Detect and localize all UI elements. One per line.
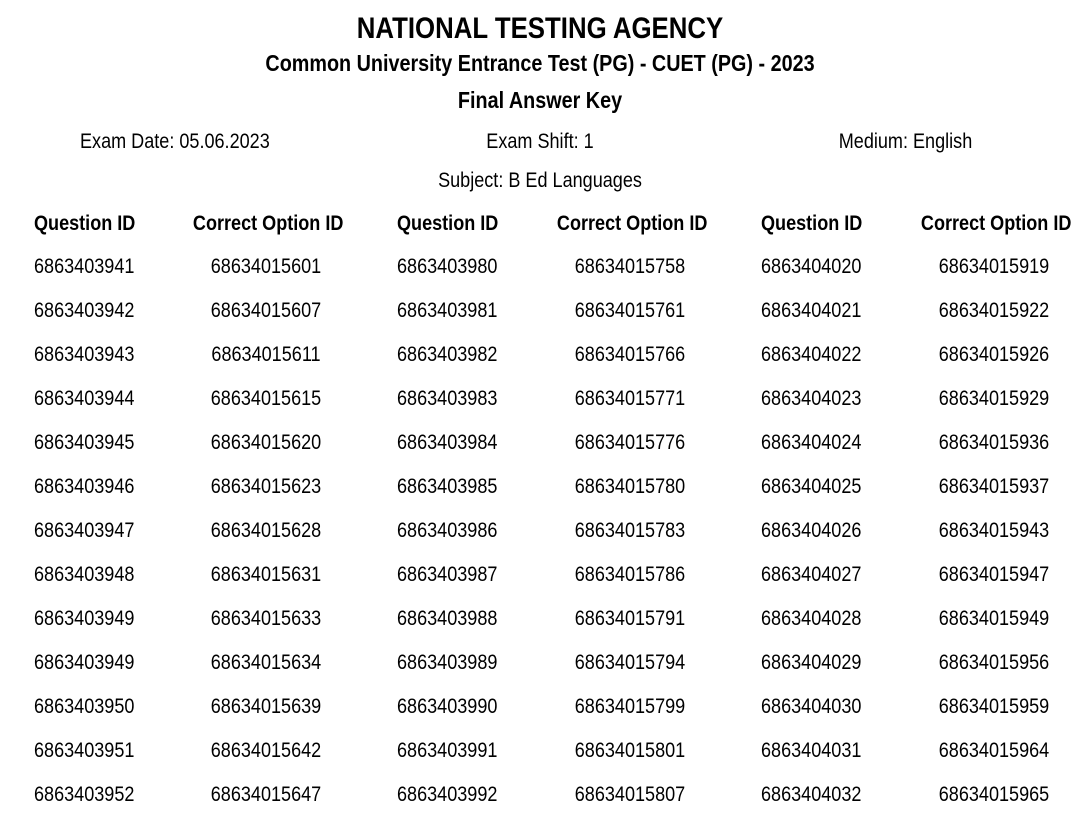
correct-option-id-cell: 68634015601	[210, 255, 322, 278]
question-id-cell: 6863403982	[397, 343, 498, 366]
column-header: Correct Option ID	[192, 212, 344, 235]
correct-option-id-cell: 68634015634	[210, 651, 322, 674]
correct-option-id-cell: 68634015776	[574, 431, 686, 454]
correct-option-id-cell: 68634015956	[938, 651, 1050, 674]
question-id-cell: 6863404024	[761, 431, 862, 454]
question-id-cell: 6863403950	[34, 695, 135, 718]
correct-option-id-cell: 68634015959	[938, 695, 1050, 718]
correct-option-id-cell: 68634015943	[938, 519, 1050, 542]
exam-shift: Exam Shift: 1	[486, 130, 594, 153]
correct-option-id-cell: 68634015794	[574, 651, 686, 674]
question-id-cell: 6863403984	[397, 431, 498, 454]
correct-option-id-cell: 68634015761	[574, 299, 686, 322]
question-id-cell: 6863403942	[34, 299, 135, 322]
question-id-cell: 6863403945	[34, 431, 135, 454]
correct-option-id-cell: 68634015758	[574, 255, 686, 278]
question-id-cell: 6863403990	[397, 695, 498, 718]
question-id-cell: 6863403987	[397, 563, 498, 586]
question-id-cell: 6863404030	[761, 695, 862, 718]
question-id-cell: 6863403983	[397, 387, 498, 410]
correct-option-id-cell: 68634015947	[938, 563, 1050, 586]
correct-option-id-column-1	[181, 207, 351, 823]
correct-option-id-cell: 68634015791	[574, 607, 686, 630]
question-id-cell: 6863404029	[761, 651, 862, 674]
correct-option-id-cell: 68634015631	[210, 563, 322, 586]
question-id-cell: 6863403944	[34, 387, 135, 410]
correct-option-id-cell: 68634015964	[938, 739, 1050, 762]
question-id-cell: 6863403949	[34, 607, 135, 630]
question-id-cell: 6863404023	[761, 387, 862, 410]
question-id-cell: 6863404028	[761, 607, 862, 630]
correct-option-id-cell: 68634015771	[574, 387, 686, 410]
question-id-cell: 6863403980	[397, 255, 498, 278]
column-header: Question ID	[397, 212, 499, 235]
question-id-cell: 6863403985	[397, 475, 498, 498]
question-id-cell: 6863404032	[761, 783, 862, 806]
correct-option-id-cell: 68634015783	[574, 519, 686, 542]
question-id-cell: 6863403941	[34, 255, 135, 278]
question-id-cell: 6863403946	[34, 475, 135, 498]
question-id-cell: 6863404027	[761, 563, 862, 586]
correct-option-id-cell: 68634015965	[938, 783, 1050, 806]
correct-option-id-cell: 68634015926	[938, 343, 1050, 366]
exam-subject: Subject: B Ed Languages	[438, 169, 642, 192]
correct-option-id-cell: 68634015919	[938, 255, 1050, 278]
correct-option-id-cell: 68634015929	[938, 387, 1050, 410]
correct-option-id-cell: 68634015607	[210, 299, 322, 322]
question-id-cell: 6863403989	[397, 651, 498, 674]
correct-option-id-column-2	[545, 207, 715, 823]
correct-option-id-cell: 68634015615	[210, 387, 322, 410]
correct-option-id-cell: 68634015786	[574, 563, 686, 586]
correct-option-id-cell: 68634015647	[210, 783, 322, 806]
question-id-cell: 6863404025	[761, 475, 862, 498]
question-id-cell: 6863403949	[34, 651, 135, 674]
correct-option-id-cell: 68634015936	[938, 431, 1050, 454]
correct-option-id-cell: 68634015620	[210, 431, 322, 454]
question-id-cell: 6863404021	[761, 299, 862, 322]
exam-date: Exam Date: 05.06.2023	[80, 130, 270, 153]
question-id-cell: 6863403948	[34, 563, 135, 586]
correct-option-id-cell: 68634015922	[938, 299, 1050, 322]
question-id-cell: 6863403952	[34, 783, 135, 806]
correct-option-id-cell: 68634015949	[938, 607, 1050, 630]
column-header: Correct Option ID	[556, 212, 708, 235]
question-id-cell: 6863404026	[761, 519, 862, 542]
question-id-cell: 6863403992	[397, 783, 498, 806]
correct-option-id-cell: 68634015801	[574, 739, 686, 762]
column-header: Correct Option ID	[920, 212, 1072, 235]
question-id-cell: 6863403986	[397, 519, 498, 542]
column-header: Question ID	[34, 212, 136, 235]
correct-option-id-cell: 68634015766	[574, 343, 686, 366]
correct-option-id-cell: 68634015937	[938, 475, 1050, 498]
column-header: Question ID	[761, 212, 863, 235]
question-id-column-2	[397, 207, 567, 823]
correct-option-id-cell: 68634015639	[210, 695, 322, 718]
question-id-cell: 6863403991	[397, 739, 498, 762]
exam-medium: Medium: English	[838, 130, 972, 153]
question-id-cell: 6863403943	[34, 343, 135, 366]
question-id-cell: 6863404031	[761, 739, 862, 762]
question-id-cell: 6863404022	[761, 343, 862, 366]
correct-option-id-cell: 68634015799	[574, 695, 686, 718]
question-id-cell: 6863403951	[34, 739, 135, 762]
correct-option-id-cell: 68634015807	[574, 783, 686, 806]
correct-option-id-cell: 68634015628	[210, 519, 322, 542]
correct-option-id-cell: 68634015780	[574, 475, 686, 498]
question-id-cell: 6863404020	[761, 255, 862, 278]
correct-option-id-cell: 68634015611	[211, 343, 321, 366]
agency-title: NATIONAL TESTING AGENCY	[356, 12, 724, 45]
document-title: Final Answer Key	[457, 87, 623, 113]
exam-name: Common University Entrance Test (PG) - CUET (PG) - 2023	[265, 50, 815, 76]
question-id-cell: 6863403981	[397, 299, 498, 322]
correct-option-id-cell: 68634015633	[210, 607, 322, 630]
question-id-cell: 6863403947	[34, 519, 135, 542]
correct-option-id-cell: 68634015623	[210, 475, 322, 498]
correct-option-id-cell: 68634015642	[210, 739, 322, 762]
question-id-column-3	[761, 207, 931, 823]
question-id-cell: 6863403988	[397, 607, 498, 630]
correct-option-id-column-3	[909, 207, 1079, 823]
question-id-column-1	[34, 207, 204, 823]
